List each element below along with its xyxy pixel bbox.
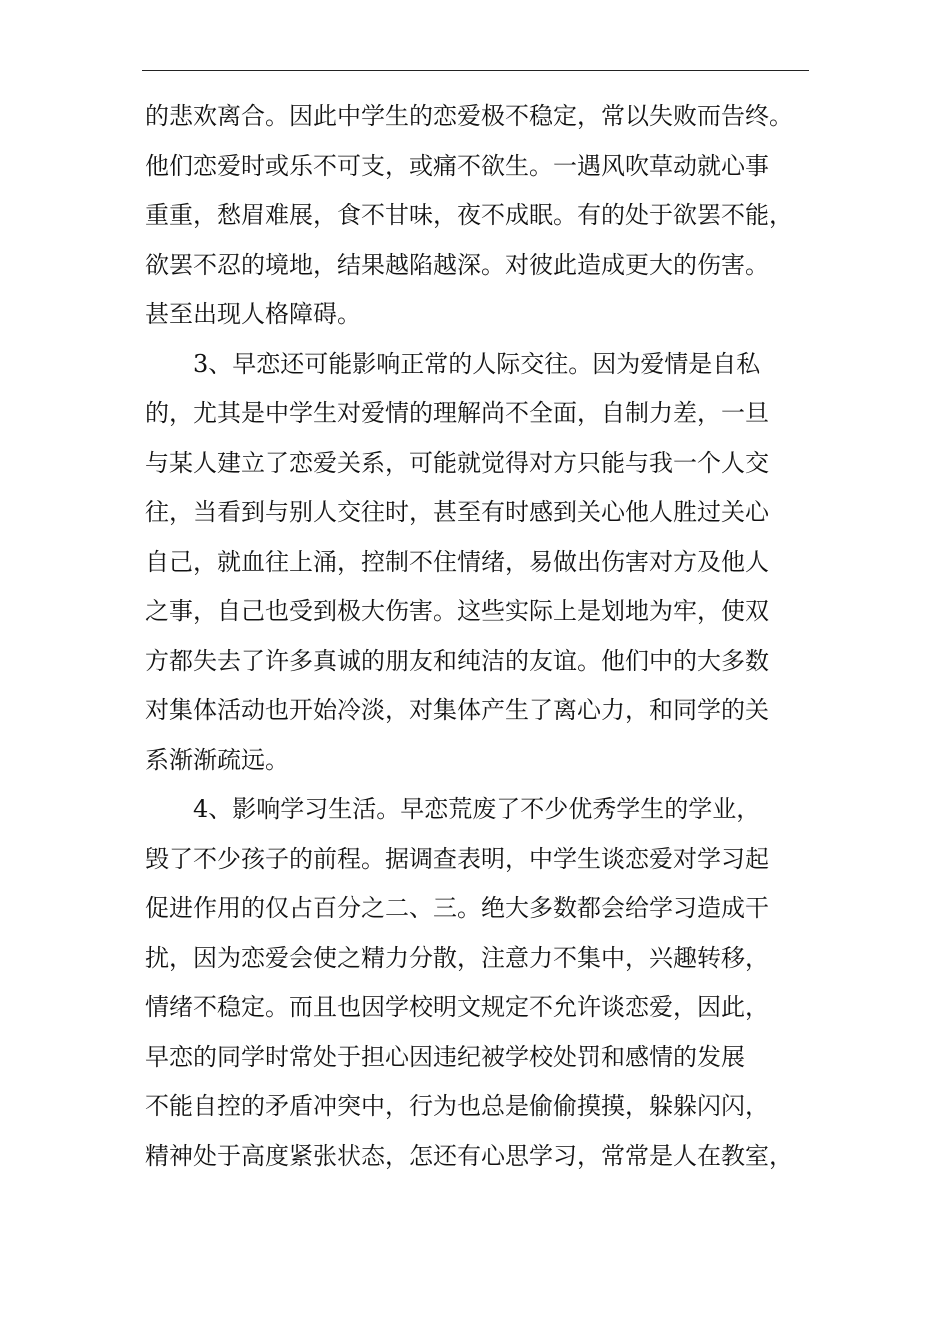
text-line: 之事，自己也受到极大伤害。这些实际上是划地为牢，使双 [145, 597, 769, 625]
text-line: 早恋的同学时常处于担心因违纪被学校处罚和感情的发展 [145, 1042, 745, 1071]
text-line: 往，当看到与别人交往时，甚至有时感到关心他人胜过关心 [145, 498, 769, 526]
text-line: 与某人建立了恋爱关系，可能就觉得对方只能与我一个人交 [145, 448, 769, 477]
text-line: 的，尤其是中学生对爱情的理解尚不全面，自制力差，一旦 [145, 399, 769, 427]
text-line: 重重，愁眉难展，食不甘味，夜不成眠。有的处于欲罢不能， [145, 201, 793, 229]
paragraph-start-3: 3、早恋还可能影响正常的人际交往。因为爱情是自私 [193, 349, 761, 378]
text-line: 毁了不少孩子的前程。据调查表明，中学生谈恋爱对学习起 [145, 844, 769, 873]
paragraph-start-4: 4、影响学习生活。早恋荒废了不少优秀学生的学业， [193, 795, 761, 823]
text-line: 促进作用的仅占百分之二、三。绝大多数都会给学习造成干 [145, 894, 769, 922]
text-line: 自己，就血往上涌，控制不住情绪，易做出伤害对方及他人 [145, 547, 769, 576]
header-rule [142, 70, 809, 71]
text-line: 情绪不稳定。而且也因学校明文规定不允许谈恋爱，因此， [145, 993, 769, 1021]
text-line: 对集体活动也开始冷淡，对集体产生了离心力，和同学的关 [145, 696, 769, 724]
text-line: 精神处于高度紧张状态，怎还有心思学习，常常是人在教室， [145, 1141, 793, 1170]
text-line: 他们恋爱时或乐不可支，或痛不欲生。一遇风吹草动就心事 [145, 151, 769, 180]
text-line: 方都失去了许多真诚的朋友和纯洁的友谊。他们中的大多数 [145, 646, 769, 675]
text-line: 欲罢不忍的境地，结果越陷越深。对彼此造成更大的伤害。 [145, 250, 769, 279]
body-text [145, 92, 813, 1181]
text-line: 的悲欢离合。因此中学生的恋爱极不稳定，常以失败而告终。 [145, 102, 793, 130]
text-line: 系渐渐疏远。 [145, 745, 289, 774]
text-line: 不能自控的矛盾冲突中，行为也总是偷偷摸摸，躲躲闪闪， [145, 1092, 769, 1120]
text-line: 扰，因为恋爱会使之精力分散，注意力不集中，兴趣转移， [145, 943, 769, 972]
text-line: 甚至出现人格障碍。 [145, 300, 361, 328]
